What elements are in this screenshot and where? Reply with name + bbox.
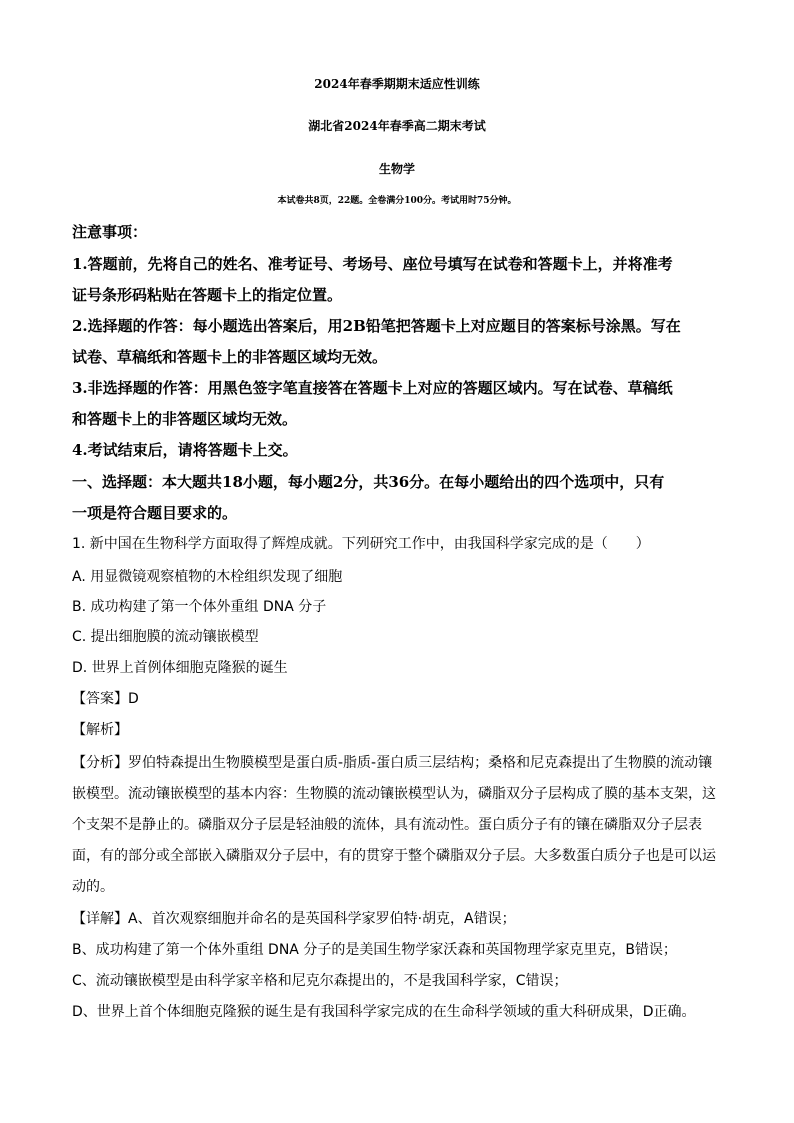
notice-line-2: 证号条形码粘贴在答题卡上的指定位置。 [72, 286, 343, 304]
option-c: C. 提出细胞膜的流动镶嵌模型 [72, 629, 259, 645]
notice-line-7: 4.考试结束后，请将答题卡上交。 [72, 441, 298, 459]
exam-title-line1: 2024年春季期期末适应性训练 [314, 77, 480, 91]
section-heading-line2: 一项是符合题目要求的。 [72, 504, 238, 522]
notice-line-1: 1.答题前，先将自己的姓名、准考证号、考场号、座位号填写在试卷和答题卡上，并将准考 [72, 255, 673, 273]
detail-line-2: B、成功构建了第一个体外重组 DNA 分子的是美国生物学家沃森和英国物理学家克里克，B错误； [72, 942, 677, 958]
exam-title-line2: 湖北省2024年春季高二期末考试 [308, 119, 486, 133]
section-heading-line1: 一、选择题：本大题共18小题，每小题2分，共36分。在每小题给出的四个选项中，只有 [72, 473, 665, 491]
detail-text-1: A、首次观察细胞并命名的是英国科学家罗伯特·胡克，A错误； [128, 911, 516, 927]
option-a: A. 用显微镜观察植物的木栓组织发现了细胞 [72, 569, 343, 585]
detail-line-1 [72, 909, 516, 929]
notice-line-6: 和答题卡上的非答题区域均无效。 [72, 410, 298, 428]
fenxi-line-4: 面，有的部分或全部嵌入磷脂双分子层中，有的贯穿于整个磷脂双分子层。大多数蛋白质分子也是可以运 [72, 848, 716, 864]
option-b: B. 成功构建了第一个体外重组 DNA 分子 [72, 599, 327, 615]
fenxi-label: 【分析】 [72, 755, 128, 771]
exam-info-subtitle: 本试卷共8页，22题。全卷满分100分。考试用时75分钟。 [277, 196, 517, 206]
answer-value: D [128, 691, 139, 707]
notice-line-4: 试卷、草稿纸和答题卡上的非答题区域均无效。 [72, 348, 388, 366]
fenxi-line-5: 动的。 [72, 879, 114, 895]
exam-subject-title: 生物学 [378, 162, 415, 176]
detail-line-4: D、世界上首个体细胞克隆猴的诞生是有我国科学家完成的在生命科学领域的重大科研成果，D正确。 [72, 1004, 696, 1020]
detail-line-3: C、流动镶嵌模型是由科学家辛格和尼克尔森提出的，不是我国科学家，C错误； [72, 973, 568, 989]
question-stem: 1. 新中国在生物科学方面取得了辉煌成就。下列研究工作中，由我国科学家完成的是（ ） [72, 536, 650, 552]
fenxi-text-1: 罗伯特森提出生物膜模型是蛋白质-脂质-蛋白质三层结构；桑格和尼克森提出了生物膜的流动镶 [128, 755, 713, 771]
option-d: D. 世界上首例体细胞克隆猴的诞生 [72, 660, 288, 676]
analysis-label: 【解析】 [72, 722, 128, 738]
fenxi-line-2: 嵌模型。流动镶嵌模型的基本内容：生物膜的流动镶嵌模型认为，磷脂双分子层构成了膜的基本支架，这 [72, 786, 716, 802]
answer-label: 【答案】 [72, 691, 128, 707]
notice-line-5: 3.非选择题的作答：用黑色签字笔直接答在答题卡上对应的答题区域内。写在试卷、草稿纸 [72, 379, 673, 397]
notice-line-3: 2.选择题的作答：每小题选出答案后，用2B铅笔把答题卡上对应题目的答案标号涂黑。写在 [72, 317, 681, 335]
fenxi-line-1 [72, 753, 712, 773]
notice-heading: 注意事项： [72, 223, 148, 241]
answer-line [72, 689, 139, 709]
fenxi-line-3: 个支架不是静止的。磷脂双分子层是轻油般的流体，具有流动性。蛋白质分子有的镶在磷脂双分子层表 [72, 817, 702, 833]
detail-label: 【详解】 [72, 911, 128, 927]
